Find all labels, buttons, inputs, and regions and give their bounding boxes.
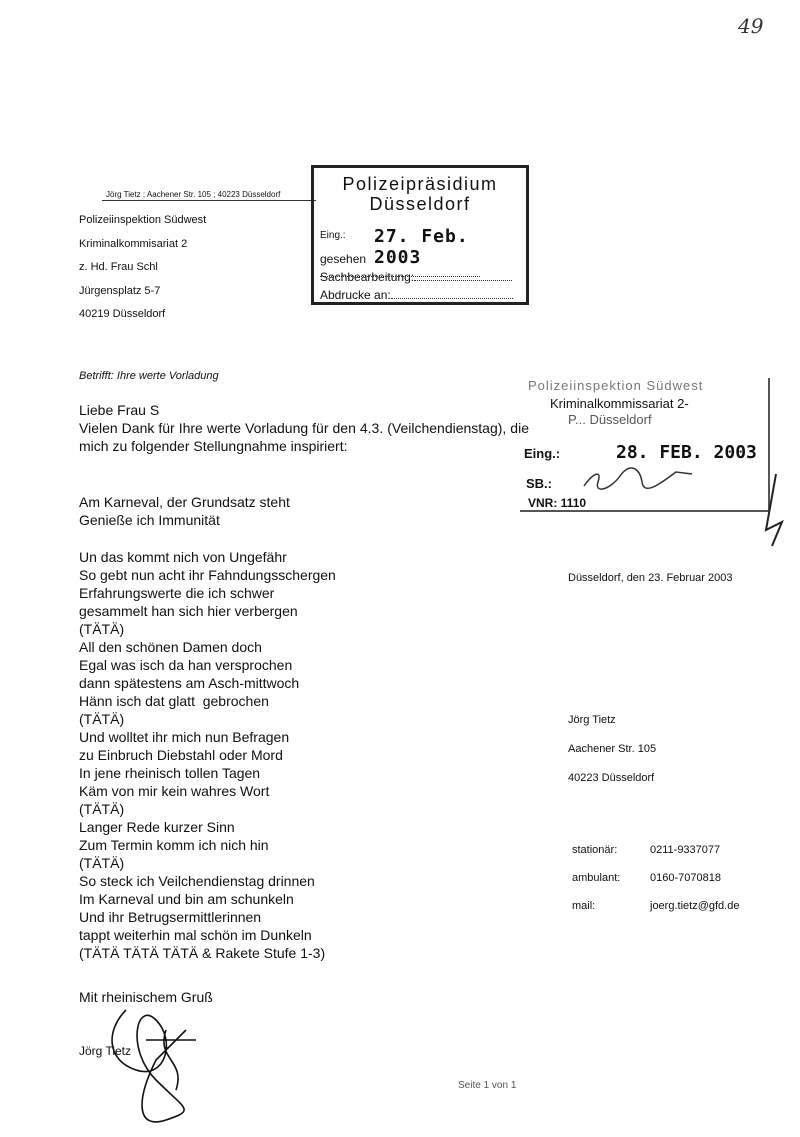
stamp-eing-label: Eing.: [320, 230, 346, 241]
recipient-line: z. Hd. Frau Schl [79, 261, 158, 273]
poem-line: zu Einbruch Diebstahl oder Mord [79, 747, 283, 763]
poem-line: Käm von mir kein wahres Wort [79, 783, 270, 799]
stamp-gesehen: gesehen [320, 252, 526, 280]
poem-opening [79, 493, 290, 529]
poem-line: (TÄTÄ TÄTÄ TÄTÄ & Rakete Stufe 1-3) [79, 945, 326, 961]
handwritten-signature-icon [96, 1000, 226, 1125]
signature-name: Jörg Tietz [79, 1044, 132, 1058]
poem-line: gesammelt han sich hier verbergen [79, 603, 298, 619]
stamp2-sb-label: SB.: [526, 476, 552, 491]
poem-line: Und wolltet ihr mich nun Befragen [79, 729, 290, 745]
poem-line: All den schönen Damen doch [79, 639, 262, 655]
poem-line: Egal was isch da han versprochen [79, 657, 293, 673]
page-footer: Seite 1 von 1 [458, 1080, 517, 1091]
poem-line: So steck ich Veilchendienstag drinnen [79, 873, 315, 889]
recipient-address [79, 209, 206, 327]
poem [79, 548, 336, 962]
closing: Mit rheinischem Gruß [79, 989, 213, 1005]
margin-mark-icon [758, 470, 788, 550]
sender-block [568, 706, 656, 793]
poem-line: Im Karneval und bin am schunkeln [79, 891, 294, 907]
contact-row: ambulant: 0160-7070818 [572, 872, 721, 884]
sender-line: 40223 Düsseldorf [568, 772, 655, 784]
contact-row: mail: joerg.tietz@gfd.de [572, 900, 740, 912]
stamp-abdrucke: Abdrucke an: [320, 288, 513, 302]
stamp2-border [520, 510, 770, 512]
poem-line: (TÄTÄ) [79, 711, 125, 727]
poem-line: Erfahrungswerte die ich schwer [79, 585, 275, 601]
date-place: Düsseldorf, den 23. Februar 2003 [568, 572, 733, 584]
contact-list [572, 836, 739, 920]
poem-line: (TÄTÄ) [79, 855, 125, 871]
poem-line: (TÄTÄ) [79, 801, 125, 817]
received-stamp-praesidium [311, 165, 529, 305]
poem-line: (TÄTÄ) [79, 621, 125, 637]
recipient-line: Kriminalkommisariat 2 [79, 237, 188, 250]
stamp-title: Polizeipräsidium [342, 174, 498, 194]
stamp2-date: 28. FEB. 2003 [616, 442, 757, 463]
stamp-city: Düsseldorf [369, 194, 471, 214]
page-number-handwritten: 49 [738, 14, 764, 38]
poem-line: Langer Rede kurzer Sinn [79, 819, 235, 835]
stamp2-line3: P... Düsseldorf [568, 412, 652, 427]
recipient-line: Jürgensplatz 5-7 [79, 284, 161, 297]
sender-line: Jörg Tietz [568, 714, 616, 726]
poem-line: So gebt nun acht ihr Fahndungsschergen [79, 567, 336, 583]
sb-signature-icon [580, 464, 700, 494]
stamp2-line1: Polizeiinspektion Südwest [528, 378, 704, 393]
recipient-line: Polizeiinspektion Südwest [79, 214, 207, 226]
salutation: Liebe Frau S [79, 402, 160, 418]
poem-line: tappt weiterhin mal schön im Dunkeln [79, 927, 312, 943]
stamp-date: 27. Feb. 2003 [374, 226, 469, 268]
stamp2-eing-label: Eing.: [524, 446, 561, 461]
poem-line: Und ihr Betrugsermittlerinnen [79, 909, 262, 925]
poem-line: In jene rheinisch tollen Tagen [79, 765, 261, 781]
poem-line: Zum Termin komm ich nich hin [79, 837, 269, 853]
stamp-sachbearbeitung: Sachbearbeitung: [320, 270, 512, 284]
intro-paragraph: Vielen Dank für Ihre werte Vorladung für den 4.3. (Veilchendienstag), die mich zu folgender Stellungnahme inspiriert: [79, 420, 529, 454]
subject-line: Betrifft: Ihre werte Vorladung [79, 370, 219, 382]
sender-underline [102, 200, 316, 201]
sender-line: Jörg Tietz ; Aachener Str. 105 ; 40223 Düsseldorf [106, 190, 281, 199]
poem-line: Genieße ich Immunität [79, 512, 220, 528]
poem-line: Un das kommt nich von Ungefähr [79, 549, 287, 565]
contact-row: stationär: 0211-9337077 [572, 844, 721, 856]
poem-line: Hänn isch dat glatt gebrochen [79, 693, 269, 709]
stamp2-vnr: VNR: 1110 [528, 496, 587, 510]
poem-line: dann spätestens am Asch-mittwoch [79, 675, 300, 691]
recipient-line: 40219 Düsseldorf [79, 308, 166, 320]
stamp2-line2: Kriminalkommissariat 2- [550, 396, 689, 411]
poem-line: Am Karneval, der Grundsatz steht [79, 494, 290, 510]
sender-line: Aachener Str. 105 [568, 743, 657, 755]
received-stamp-inspektion [520, 378, 770, 518]
